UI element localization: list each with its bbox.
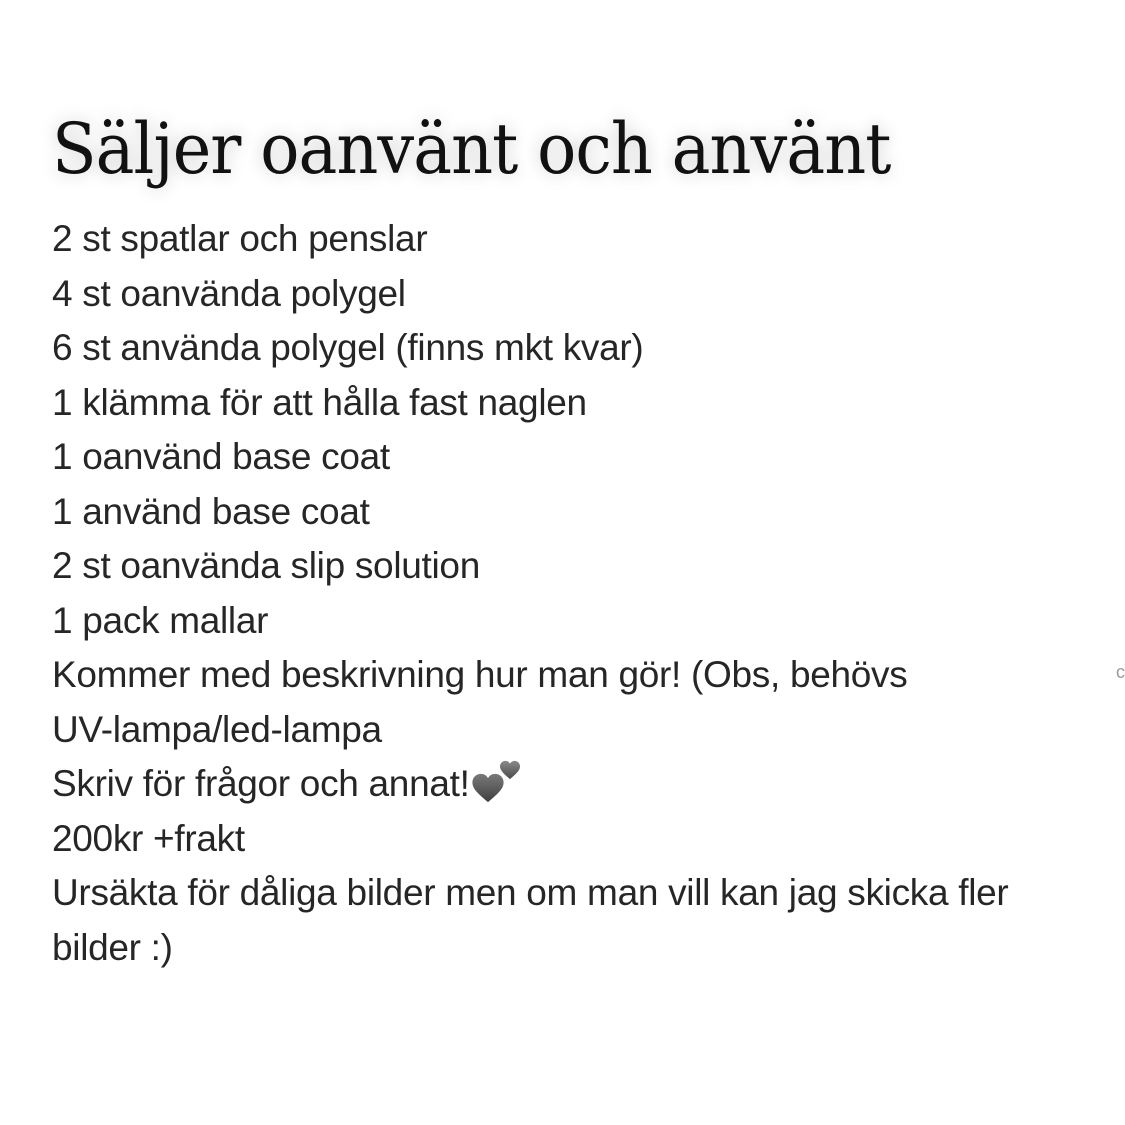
text-line: Kommer med beskrivning hur man gör! (Obs, behövs <box>52 654 908 695</box>
text-line: 4 st oanvända polygel <box>52 272 406 314</box>
price-line: 200kr +frakt <box>52 817 245 859</box>
text-line: Skriv för frågor och annat! <box>52 763 470 804</box>
text-line: bilder :) <box>52 926 173 968</box>
text-line: UV-lampa/led-lampa <box>52 708 382 750</box>
text-line: Ursäkta för dåliga bilder men om man vill kan jag skicka fler <box>52 872 1009 913</box>
cut-off-glyph: c <box>1116 664 1125 680</box>
item-list <box>52 212 1008 975</box>
text-line: 2 st spatlar och penslar <box>52 218 428 259</box>
text-line: 6 st använda polygel (finns mkt kvar) <box>52 327 644 368</box>
text-line: 1 pack mallar <box>52 599 269 641</box>
text-line: 2 st oanvända slip solution <box>52 545 480 586</box>
two-hearts-icon <box>471 760 523 804</box>
text-line-with-emoji <box>52 757 1008 812</box>
text-line: 1 klämma för att hålla fast naglen <box>52 381 587 423</box>
post-title: Säljer oanvänt och använt <box>52 108 891 190</box>
text-line: 1 använd base coat <box>52 490 370 532</box>
text-line: 1 oanvänd base coat <box>52 436 390 477</box>
